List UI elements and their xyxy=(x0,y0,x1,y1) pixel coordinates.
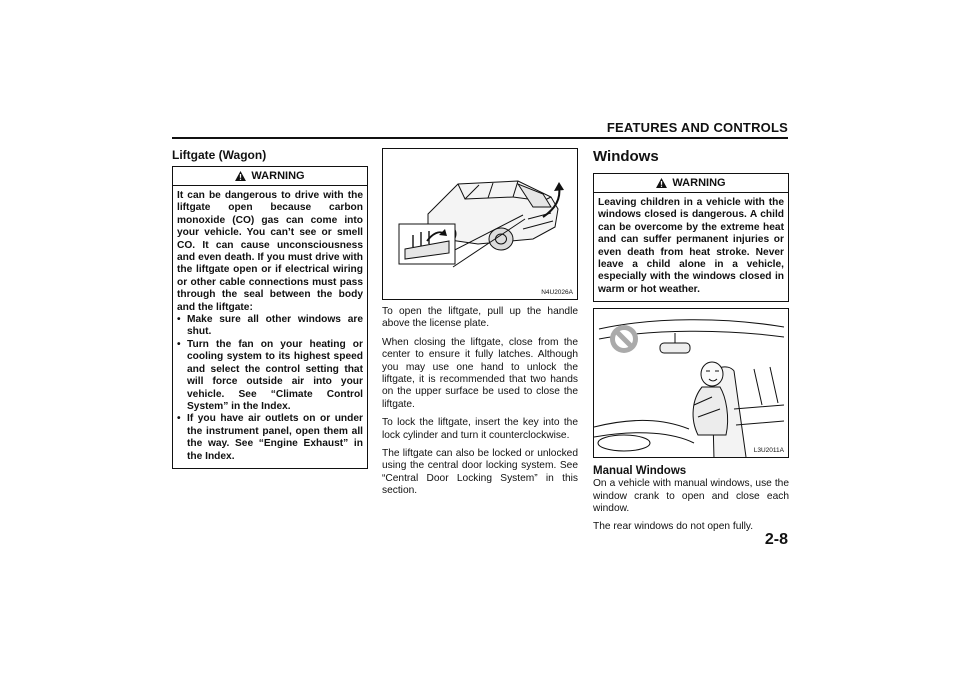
liftgate-warning-intro: It can be dangerous to drive with the liftgate open because carbon monoxide (CO) gas can come into your vehicle. You can’t see or smell CO. It can cause unconsciousness and even death. If you must drive with the liftgate open or if electrical wiring or other cable connections must pass through the seal between the body and the liftgate: xyxy=(177,190,363,313)
liftgate-warning-list xyxy=(177,314,363,463)
liftgate-figure-id: N4U2026A xyxy=(541,289,573,296)
liftgate-heading: Liftgate (Wagon) xyxy=(172,148,267,162)
liftgate-paragraph-3: To lock the liftgate, insert the key into the lock cylinder and turn it counterclockwise. xyxy=(382,417,578,441)
windows-figure-id: L3U2011A xyxy=(753,447,784,455)
list-item: • Turn the fan on your heating or cooling system to its highest speed and select the control setting that will force outside air into your vehicle. See “Climate Control System” in the Index. xyxy=(177,339,363,413)
page-number: 2-8 xyxy=(764,531,788,548)
windows-paragraph-1: On a vehicle with manual windows, use the window crank to open and close each window. xyxy=(593,478,789,515)
list-item: • Make sure all other windows are shut. xyxy=(177,314,363,339)
child-in-car-illustration xyxy=(594,309,788,457)
car-liftgate-illustration xyxy=(383,149,577,299)
column-liftgate-warning xyxy=(172,148,368,469)
windows-warning-body: Leaving children in a vehicle with the windows closed is dangerous. A child can be overcome by the extreme heat and can suffer permanent injuries or even death from heat stroke. Never leave a child alone in a vehicle, especially with the windows closed in warm or hot weather. xyxy=(598,197,784,295)
warning-triangle-icon xyxy=(656,178,667,188)
header-rule xyxy=(172,137,788,139)
column-windows xyxy=(593,148,789,534)
liftgate-figure xyxy=(382,148,578,300)
section-header: FEATURES AND CONTROLS xyxy=(606,120,788,135)
windows-heading: Windows xyxy=(593,148,659,165)
liftgate-warning-header xyxy=(173,167,367,186)
windows-warning-box xyxy=(593,173,789,302)
liftgate-paragraph-4: The liftgate can also be locked or unlocked using the central door locking system. See “Central Door Locking System” in this section. xyxy=(382,448,578,497)
windows-paragraph-2: The rear windows do not open fully. xyxy=(593,521,754,533)
liftgate-warning-label: WARNING xyxy=(251,170,305,182)
list-item: • If you have air outlets on or under the instrument panel, open them all the way. See “Engine Exhaust” in the Index. xyxy=(177,413,363,463)
liftgate-warning-box xyxy=(172,166,368,469)
warning-triangle-icon xyxy=(235,171,246,181)
liftgate-warning-body xyxy=(173,186,367,468)
column-liftgate-text xyxy=(382,148,578,498)
liftgate-paragraph-2: When closing the liftgate, close from the center to ensure it fully latches. Although you may use one hand to unlock the liftgate, it is recommended that two hands on the upper surface be used to close the liftgate. xyxy=(382,336,578,410)
child-in-car-figure xyxy=(593,308,789,458)
manual-windows-heading: Manual Windows xyxy=(593,465,687,478)
windows-warning-header xyxy=(594,174,788,193)
prohibition-icon xyxy=(610,325,638,353)
windows-warning-label: WARNING xyxy=(672,177,726,189)
liftgate-paragraph-1: To open the liftgate, pull up the handle above the license plate. xyxy=(382,306,578,330)
